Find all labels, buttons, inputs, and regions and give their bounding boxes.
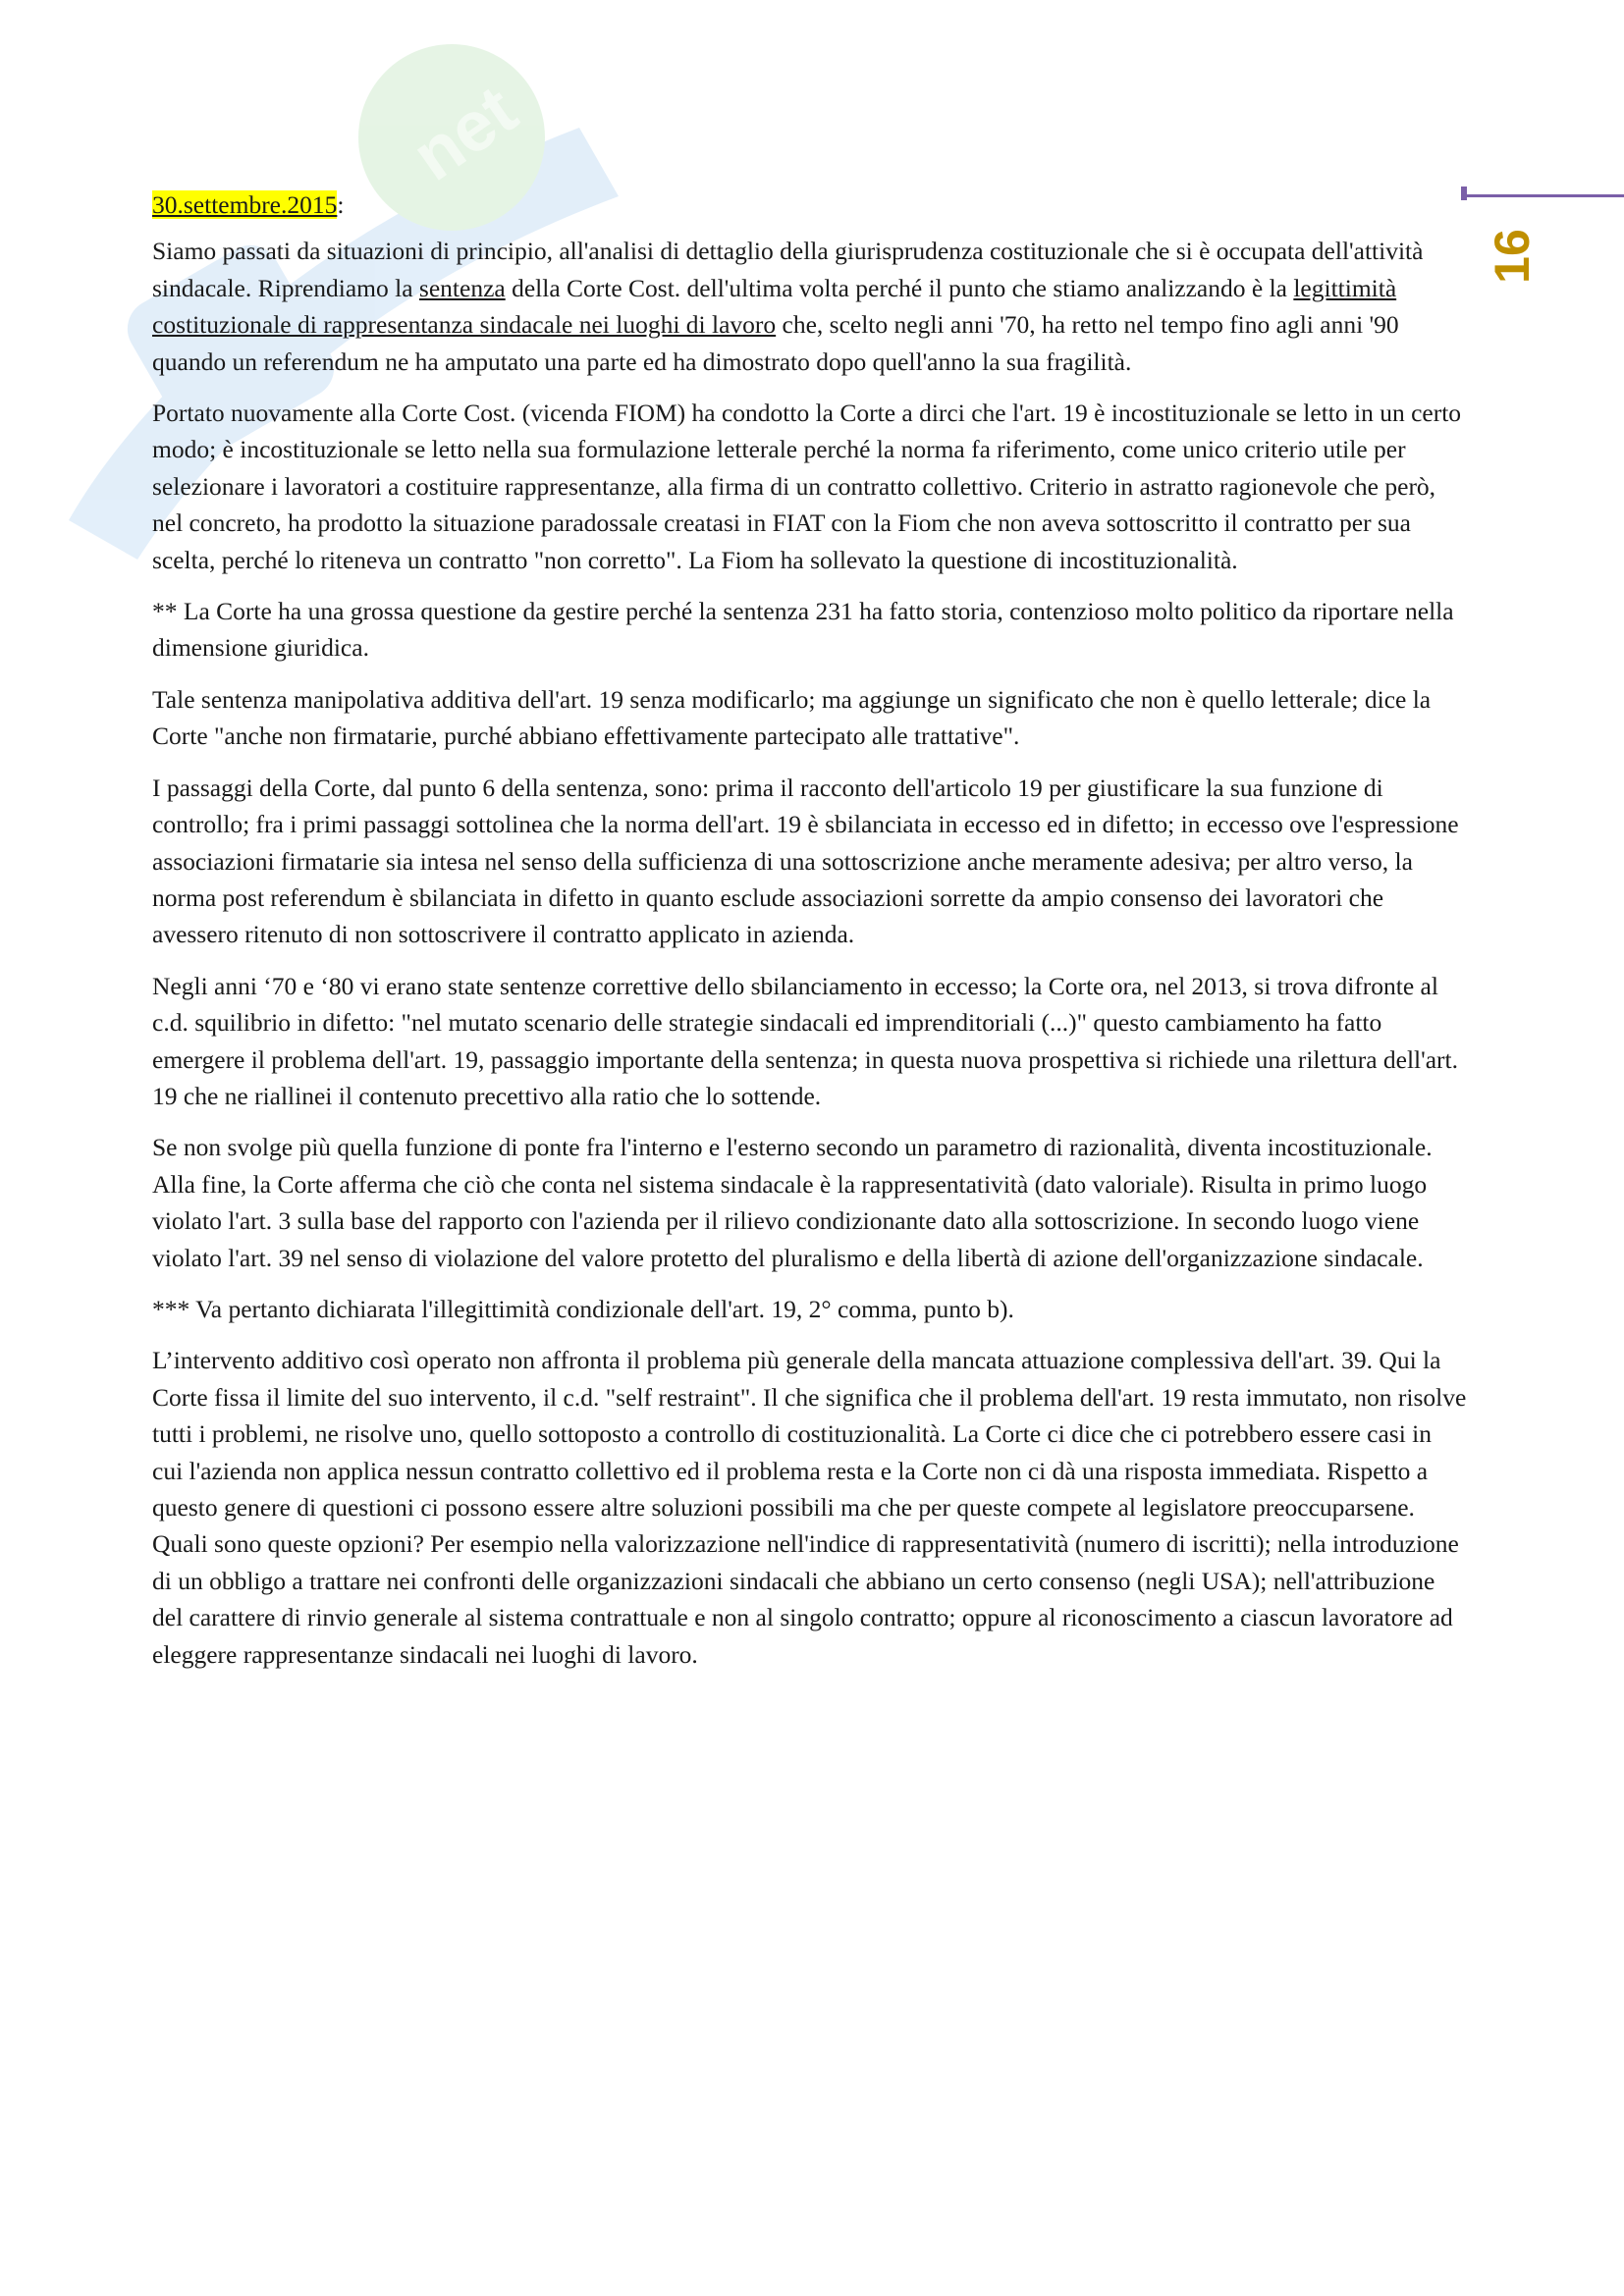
p1-text-b: della Corte Cost. dell'ultima volta perché il punto che stiamo analizzando è la bbox=[505, 273, 1294, 302]
paragraph-2: Portato nuovamente alla Corte Cost. (vicenda FIOM) ha condotto la Corte a dirci che l'art. 19 è incostituzionale se letto in un certo modo; è incostituzionale se letto nella sua formulazione letterale perché la norma fa riferimento, come unico criterio utile per selezionare i lavoratori a costituire rappresentanze, alla firma di un contratto collettivo. Criterio in astratto ragionevole che però, nel concreto, ha prodotto la situazione paradossale creatasi in FIAT con la Fiom che non aveva sottoscritto il contratto per sua scelta, perché lo riteneva un contratto "non corretto". La Fiom ha sollevato la questione di incostituzionalità. bbox=[152, 399, 1462, 574]
paragraph-6: Negli anni ‘70 e ‘80 vi erano state sentenze correttive dello sbilanciamento in eccesso; la Corte ora, nel 2013, si trova difronte al c.d. squilibrio in difetto: "nel mutato scenario delle strategie sindacali ed imprenditoriali (...)" questo cambiamento ha fatto emergere il problema dell'art. 19, passaggio importante della sentenza; in questa nuova prospettiva si richiede una rilettura dell'art. 19 che ne riallinei il contenuto precettivo alla ratio che lo sottende. bbox=[152, 971, 1459, 1110]
p1-underlined-sentenza: sentenza bbox=[418, 273, 506, 302]
date-heading bbox=[152, 187, 1468, 223]
date-suffix: : bbox=[337, 190, 345, 219]
p1-text-c: che, scelto negli anni '70, ha retto nel tempo fino agli anni '90 quando un referendum ne ha amputato una parte ed ha dimostrato dopo quell'anno la sua fragilità. bbox=[152, 310, 1399, 376]
paragraph-7: Se non svolge più quella funzione di ponte fra l'interno e l'esterno secondo un parametro di razionalità, diventa incostituzionale. Alla fine, la Corte afferma che ciò che conta nel sistema sindacale è la rappresentatività (dato valoriale). Risulta in primo luogo violato l'art. 3 sulla base del rapporto con l'azienda per il rilievo condizionante dato alla sottoscrizione. In secondo luogo viene violato l'art. 39 nel senso di violazione del valore protetto del pluralismo e della libertà di azione dell'organizzazione sindacale. bbox=[152, 1133, 1433, 1272]
date-highlight: 30.settembre.2015 bbox=[152, 190, 338, 219]
p1-underlined-legittimita: legittimità costituzionale di rappresentanza sindacale nei luoghi di lavoro bbox=[152, 273, 1397, 340]
paragraph-5: I passaggi della Corte, dal punto 6 della sentenza, sono: prima il racconto dell'articolo 19 per giustificare la sua funzione di controllo; fra i primi passaggi sottolinea che la norma dell'art. 19 è sbilanciata in eccesso ed in difetto; in eccesso ove l'espressione associazioni firmatarie sia intesa nel senso della sufficienza di una sottoscrizione anche meramente adesiva; per altro verso, la norma post referendum è sbilanciata in difetto in quanto esclude associazioni sorrette da ampio consenso dei lavoratori che avessero ritenuto di non sottoscrivere il contratto applicato in azienda. bbox=[152, 773, 1459, 949]
paragraph-1 bbox=[152, 233, 1468, 380]
page-number: 16 bbox=[1485, 229, 1540, 284]
paragraph-3: ** La Corte ha una grossa questione da gestire perché la sentenza 231 ha fatto storia, contenzioso molto politico da riportare nella dimensione giuridica. bbox=[152, 597, 1454, 663]
p1-text-a: Siamo passati da situazioni di principio, all'analisi di dettaglio della giurisprudenza costituzionale che si è occupata dell'attività sindacale. Riprendiamo la bbox=[152, 237, 1424, 302]
paragraph-4: Tale sentenza manipolativa additiva dell'art. 19 senza modificarlo; ma aggiunge un significato che non è quello letterale; dice la Corte "anche non firmatarie, purché abbiano effettivamente partecipato alle trattative". bbox=[152, 684, 1432, 751]
paragraph-8: *** Va pertanto dichiarata l'illegittimità condizionale dell'art. 19, 2° comma, punto b). bbox=[152, 1294, 1014, 1323]
document-body bbox=[152, 187, 1468, 1687]
page-number-block bbox=[1453, 187, 1624, 304]
page-number-rule bbox=[1461, 194, 1624, 197]
paragraph-9: L’intervento additivo così operato non affronta il problema più generale della mancata attuazione complessiva dell'art. 39. Qui la Corte fissa il limite del suo intervento, il c.d. "self restraint". Il che significa che il problema dell'art. 19 resta immutato, non risolve tutti i problemi, ne risolve uno, quello sottoposto a controllo di costituzionalità. La Corte ci dice che ci potrebbero essere casi in cui l'azienda non applica nessun contratto collettivo ed il problema resta e la Corte non ci dà una risposta immediata. Rispetto a questo genere di questioni ci possono essere altre soluzioni possibili ma che per queste compete al legislatore preoccuparsene. Quali sono queste opzioni? Per esempio nella valorizzazione nell'indice di rappresentatività (numero di iscritti); nella introduzione di un obbligo a trattare nei confronti delle organizzazioni sindacali che abbiano un certo consenso (negli USA); nell'attribuzione del carattere di rinvio generale al sistema contrattuale e non al singolo contratto; oppure al riconoscimento a ciascun lavoratore ad eleggere rappresentanze sindacali nei luoghi di lavoro. bbox=[152, 1346, 1467, 1669]
watermark-text: net bbox=[399, 71, 531, 196]
page-number-tick bbox=[1461, 187, 1467, 200]
